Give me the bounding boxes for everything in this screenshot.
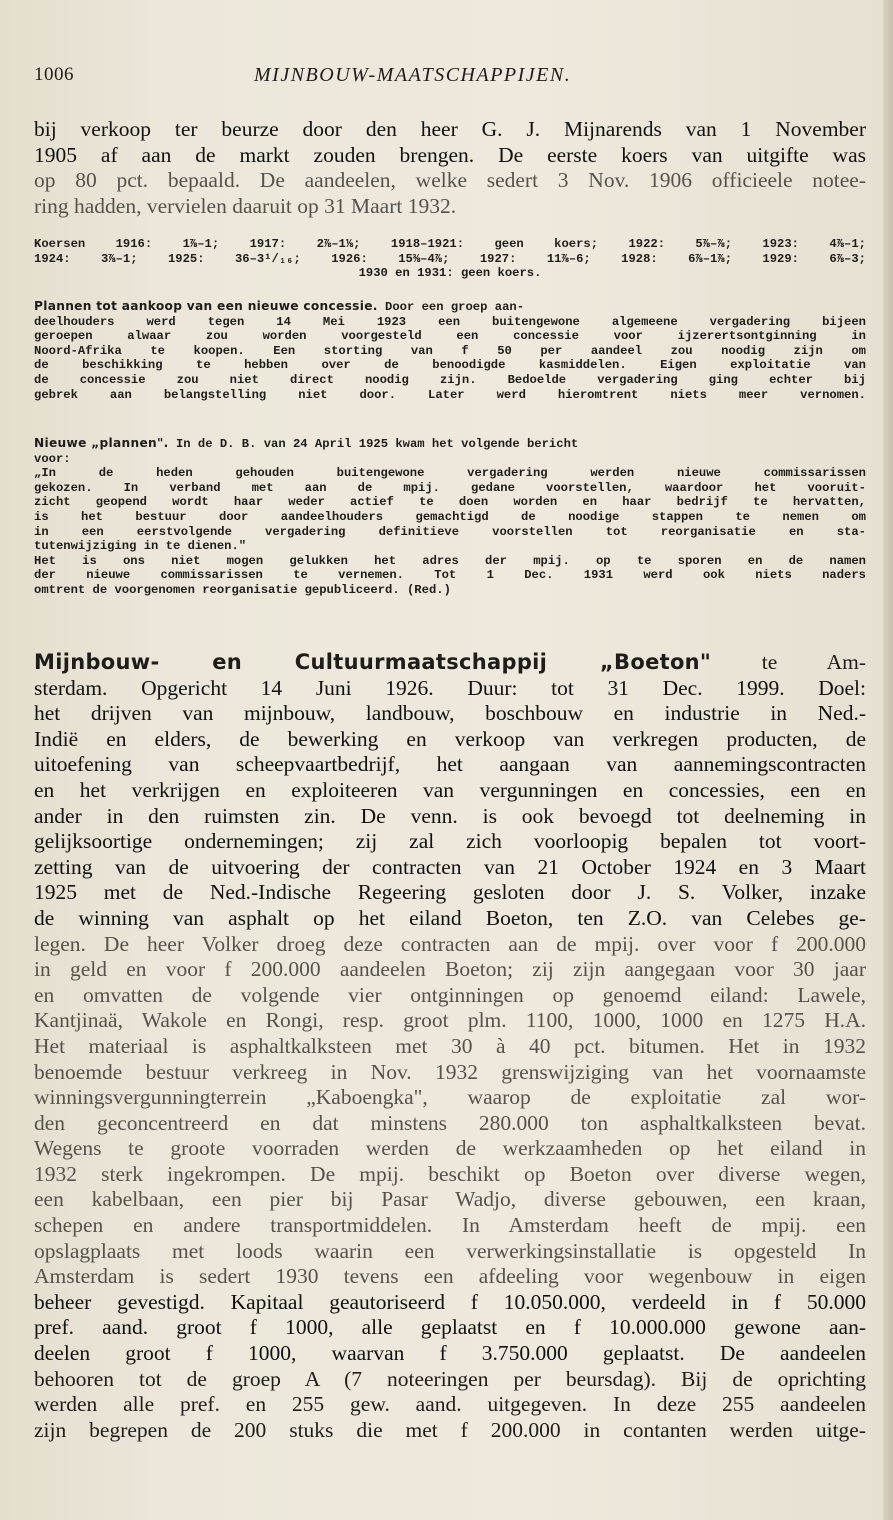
koersen-block xyxy=(34,237,866,281)
plannen-heading: Plannen tot aankoop van een nieuwe concessie. xyxy=(34,299,378,313)
text-line: Wegens te groote voorraden werden de werkzaamheden op het eiland in xyxy=(34,1136,866,1161)
text-line: der nieuwe commissarissen te vernemen. Tot 1 Dec. 1931 werd ook niets naders xyxy=(34,568,866,583)
text-line: deelhouders werd tegen 14 Mei 1923 een buitengewone algemeene vergadering bijeen xyxy=(34,314,866,329)
text-line: deelen groot f 1000, waarvan f 3.750.000 geplaatst. De aandeelen xyxy=(34,1341,866,1366)
text-line: ander in den ruimsten zin. De venn. is ook bevoegd tot deelneming in xyxy=(34,803,866,828)
text-line: gekozen. In verband met aan de mpij. gedane voorstellen, waardoor het vooruit- xyxy=(34,480,866,495)
text-line: en het verkrijgen en exploiteeren van vergunningen en concessies, een en xyxy=(34,777,866,802)
text-line: Noord-Afrika te koopen. Een storting van f 50 per aandeel zou noodig zijn om xyxy=(34,343,866,358)
text-line: legen. De heer Volker droeg deze contracten aan de mpij. over voor f 200.000 xyxy=(34,931,866,956)
koersen-line: 1930 en 1931: geen koers. xyxy=(358,266,542,281)
text-line: 1925 met de Ned.-Indische Regeering gesloten door J. S. Volker, inzake xyxy=(34,880,866,905)
text-line: beheer gevestigd. Kapitaal geautoriseerd f 10.050.000, verdeeld in f 50.000 xyxy=(34,1289,866,1314)
plannen-first-line xyxy=(34,299,866,315)
boeton-entry xyxy=(34,650,866,1443)
text-line: Indië en elders, de bewerking en verkoop van verkregen producten, de xyxy=(34,726,866,751)
text-line: winningsvergunningterrein „Kaboengka", waarop de exploitatie zal wor- xyxy=(34,1085,866,1110)
text-line: gebrek aan belangstelling niet door. Later werd hieromtrent niets meer vernomen. xyxy=(34,387,866,402)
text-line: den geconcentreerd en dat minstens 280.000 ton asphaltkalksteen bevat. xyxy=(34,1110,866,1135)
text-line: zicht geopend wordt haar weder actief te doen worden en haar bedrijf te hervatten, xyxy=(34,495,866,510)
text-line: zetting van de uitvoering der contracten van 21 October 1924 en 3 Maart xyxy=(34,854,866,879)
page-header xyxy=(34,64,864,90)
text-line: 1932 sterk ingekrompen. De mpij. beschikt op Boeton over diverse wegen, xyxy=(34,1161,866,1186)
text-line: bij verkoop ter beurze door den heer G. J. Mijnarends van 1 November xyxy=(34,117,866,141)
text-line: opslagplaats met loods waarin een verwerkingsinstallatie is opgesteld In xyxy=(34,1238,866,1263)
text-line: Het is ons niet mogen gelukken het adres der mpij. op te sporen en de namen xyxy=(34,553,866,568)
text-line: een kabelbaan, een pier bij Pasar Wadjo, diverse gebouwen, een kraan, xyxy=(34,1187,866,1212)
text-line: en omvatten de volgende vier ontginningen op genoemd eiland: Lawele, xyxy=(34,982,866,1007)
text-line: omtrent de voorgenomen reorganisatie gepubliceerd. (Red.) xyxy=(34,582,451,597)
text-line: de beschikking te hebben over de benoodigde kasmiddelen. Eigen exploitatie van xyxy=(34,358,866,373)
plannen-first-line-rest: Door een groep aan- xyxy=(385,300,525,314)
text-line: Kantjinaä, Wakole en Rongi, resp. groot plm. 1100, 1000, 1000 en 1275 H.A. xyxy=(34,1008,866,1033)
text-line: op 80 pct. bepaald. De aandeelen, welke sedert 3 Nov. 1906 officieele notee- xyxy=(34,168,866,193)
text-line: uitoefening van scheepvaartbedrijf, het aangaan van aannemingscontracten xyxy=(34,752,866,777)
text-line: pref. aand. groot f 1000, alle geplaatst en f 10.000.000 gewone aan- xyxy=(34,1315,866,1340)
nieuwe-heading: Nieuwe „plannen". xyxy=(34,436,169,450)
text-line: geroepen alwaar zou worden voorgesteld een concessie voor ijzerertsontginning in xyxy=(34,329,866,344)
running-title: MIJNBOUW-MAATSCHAPPIJEN. xyxy=(254,64,572,86)
boeton-heading: Mijnbouw- en Cultuurmaatschappij „Boeton" xyxy=(34,650,712,674)
text-line: in een eerstvolgende vergadering definitieve voorstellen tot reorganisatie en sta- xyxy=(34,524,866,539)
text-line: is het bestuur door aandeelhouders gemachtigd de noodige stappen te nemen om xyxy=(34,509,866,524)
text-line: „In de heden gehouden buitengewone vergadering werden nieuwe commissarissen xyxy=(34,466,866,481)
koersen-line: Koersen 1916: 1⅞–1; 1917: 2⅞–1⅛; 1918–1921: geen koers; 1922: 5⅞–⅞; 1923: 4⅞–1; xyxy=(34,237,866,251)
text-line: voor: xyxy=(34,451,71,466)
nieuwe-first-line-rest: In de D. B. van 24 April 1925 kwam het volgende bericht xyxy=(175,437,579,451)
koersen-line: 1924: 3⅞–1; 1925: 36–3¹/₁₆; 1926: 15⅜–4⅞; 1927: 11⅞–6; 1928: 6⅞–1⅞; 1929: 6⅞–3; xyxy=(34,251,866,266)
text-line: werden alle pref. en 255 gew. aand. uitgegeven. In deze 255 aandeelen xyxy=(34,1392,866,1417)
text-line: benoemde bestuur verkreeg in Nov. 1932 grenswijziging van het voornaamste xyxy=(34,1059,866,1084)
page-edge xyxy=(883,0,893,1520)
text-line: Het materiaal is asphaltkalksteen met 30 à 40 pct. bitumen. Het in 1932 xyxy=(34,1033,866,1058)
text-line: in geld en voor f 200.000 aandeelen Boeton; zij zijn aangegaan voor 30 jaar xyxy=(34,957,866,982)
text-line: schepen en andere transportmiddelen. In Amsterdam heeft de mpij. een xyxy=(34,1213,866,1238)
text-line: tutenwijziging in te dienen." xyxy=(34,539,247,554)
text-line: behooren tot de groep A (7 noteeringen per beursdag). Bij de oprichting xyxy=(34,1366,866,1391)
boeton-heading-line xyxy=(34,650,866,676)
text-line: 1905 af aan de markt zouden brengen. De eerste koers van uitgifte was xyxy=(34,142,866,167)
text-line: ring hadden, vervielen daaruit op 31 Maart 1932. xyxy=(34,193,457,218)
text-line: sterdam. Opgericht 14 Juni 1926. Duur: tot 31 Dec. 1999. Doel: xyxy=(34,675,866,700)
page-number: 1006 xyxy=(34,64,74,85)
text-line: zijn begrepen de 200 stuks die met f 200.000 in contanten werden uitge- xyxy=(34,1417,866,1442)
text-line: gelijksoortige ondernemingen; zij zal zich voorloopig bepalen tot voort- xyxy=(34,829,866,854)
text-line: Amsterdam is sedert 1930 tevens een afdeeling voor wegenbouw in eigen xyxy=(34,1264,866,1289)
text-line: de winning van asphalt op het eiland Boeton, ten Z.O. van Celebes ge- xyxy=(34,905,866,930)
plannen-section xyxy=(34,299,866,402)
text-line: het drijven van mijnbouw, landbouw, boschbouw en industrie in Ned.- xyxy=(34,701,866,726)
nieuwe-first-line xyxy=(34,436,866,452)
boeton-heading-rest: te Am- xyxy=(761,650,866,674)
intro-paragraph xyxy=(34,117,866,219)
nieuwe-plannen-section xyxy=(34,436,866,598)
text-line: de concessie zou niet direct noodig zijn. Bedoelde vergadering ging echter bij xyxy=(34,372,866,387)
